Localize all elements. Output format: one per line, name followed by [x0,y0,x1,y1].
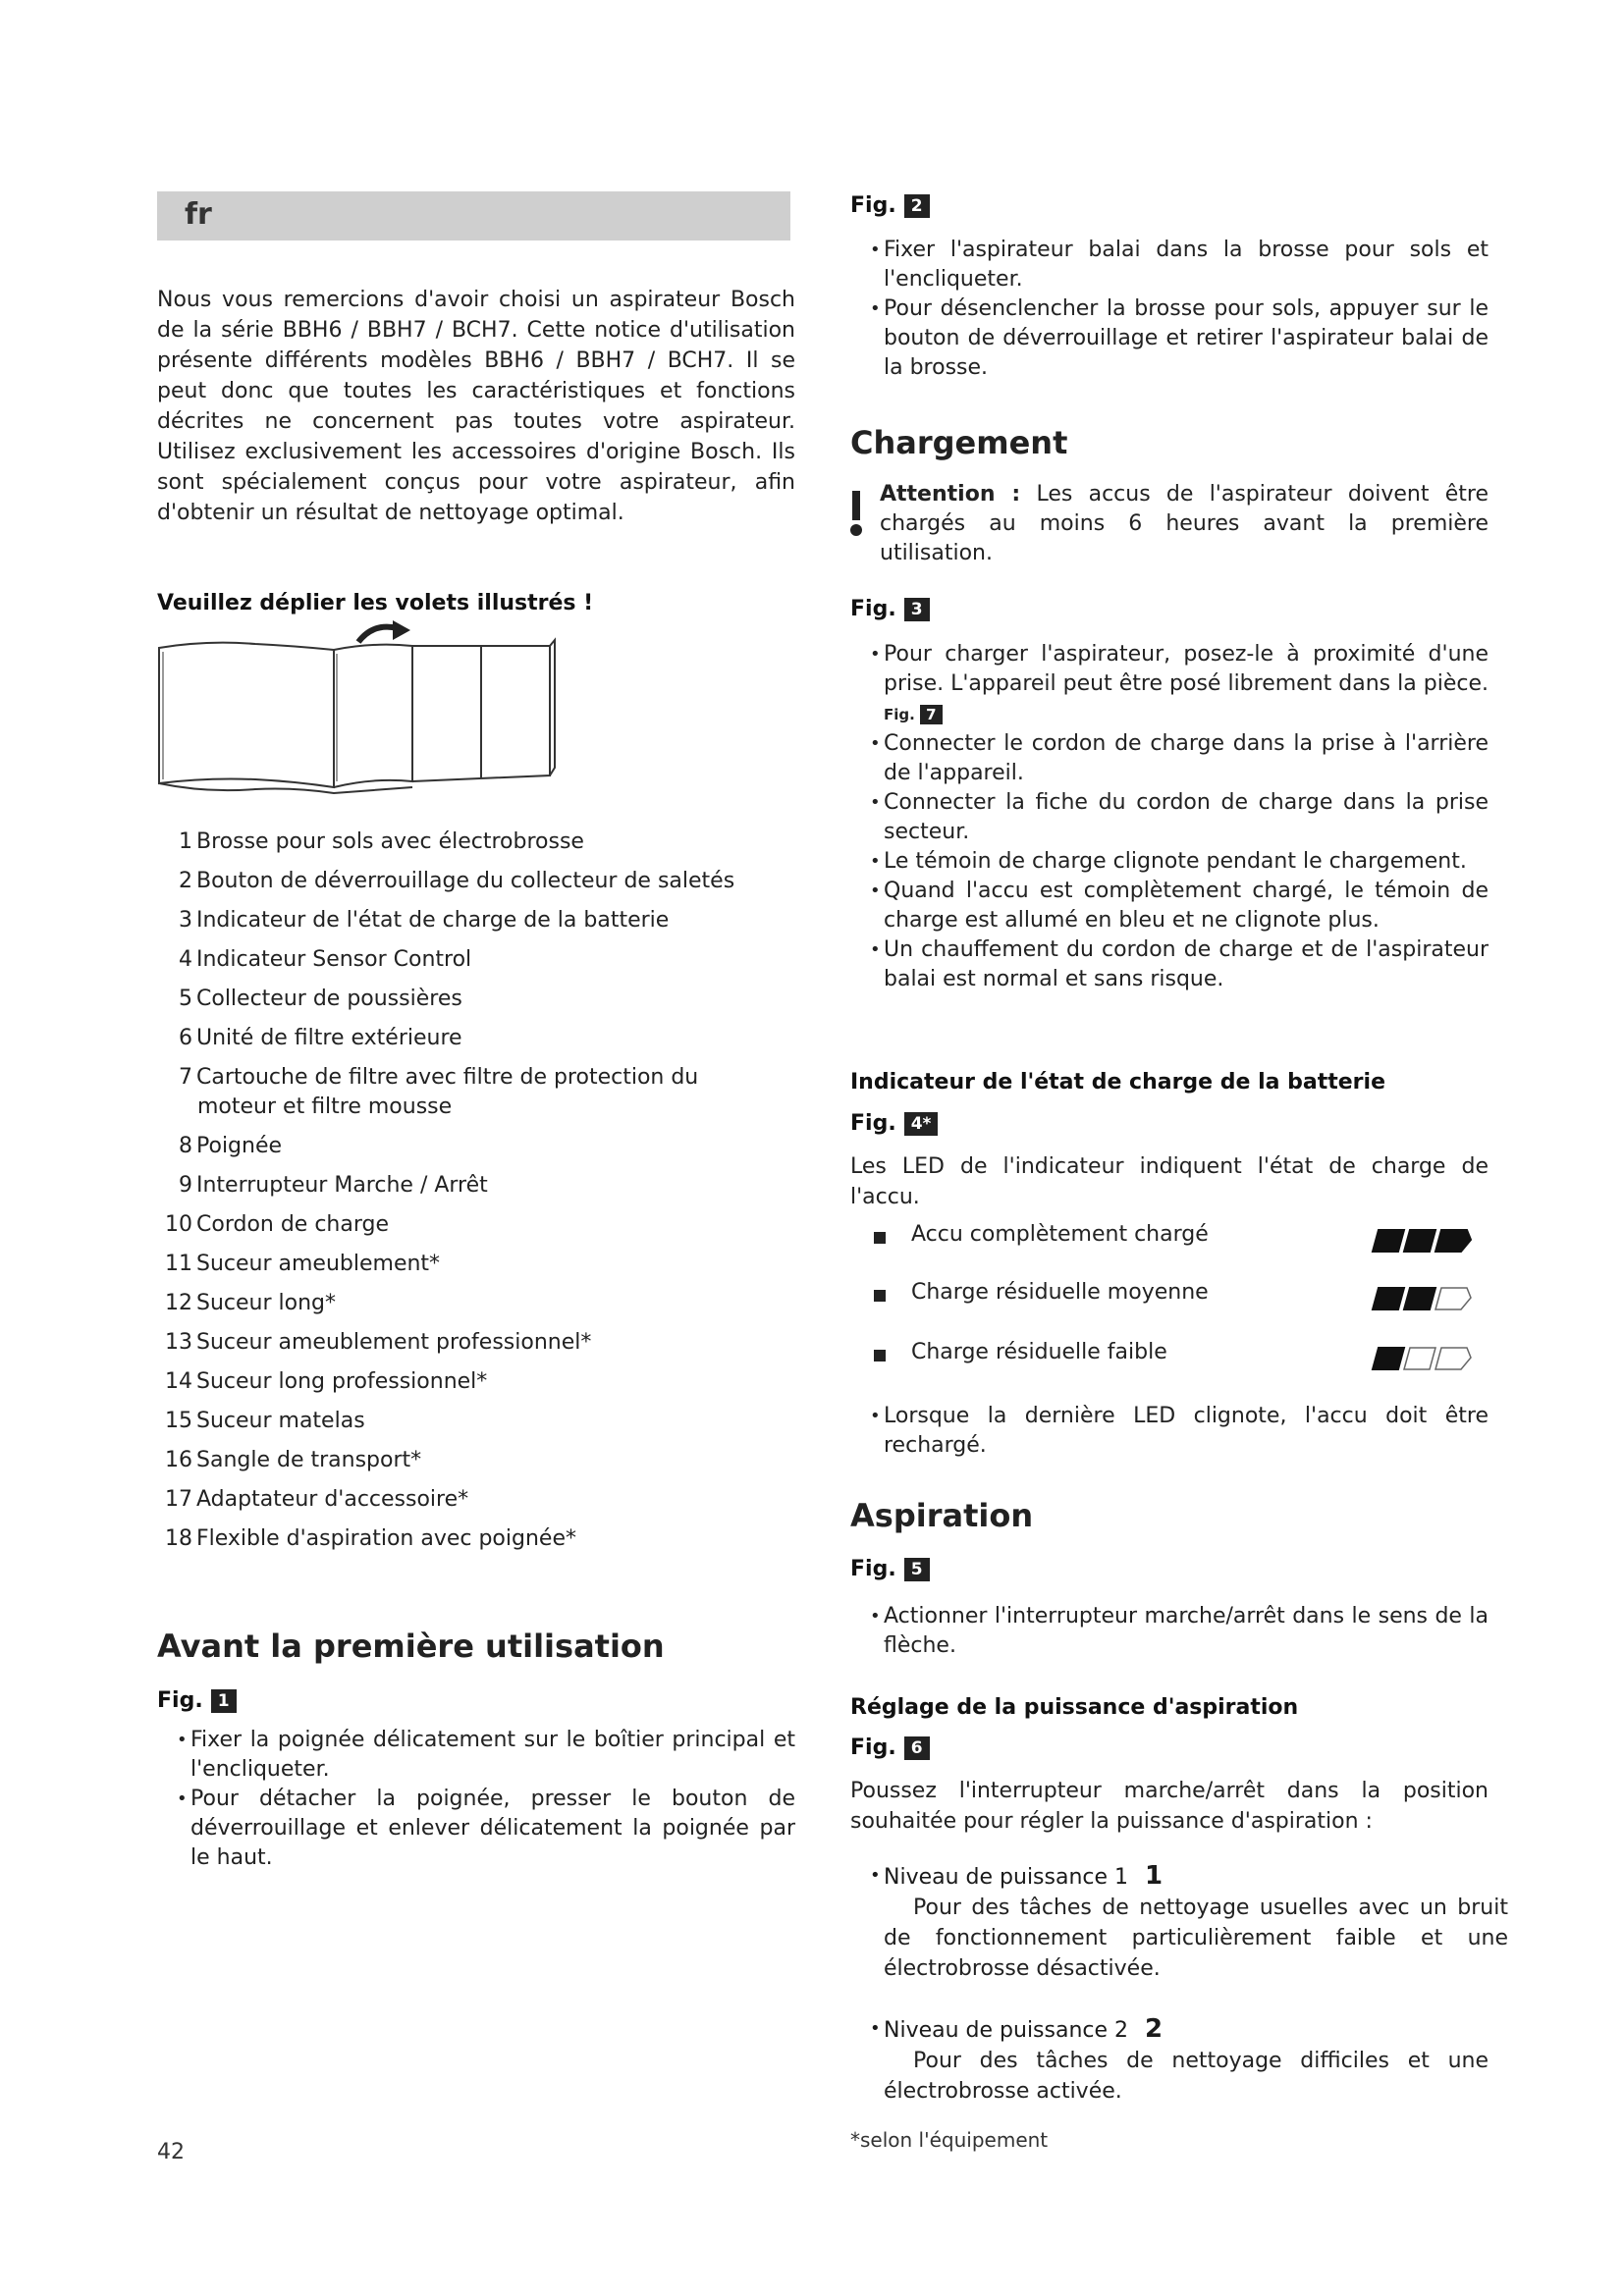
intro-paragraph: Nous vous remercions d'avoir choisi un aspirateur Bosch de la série BBH6 / BBH7 / BCH7. Cette notice d'utilisation présente différents modèles BBH6 / BBH7 / BCH7. Il se peut donc que toutes les caractéristiques et fonctions décrites ne concernent pas toutes votre aspirateur. Utilisez exclusivement les accessoires d'origine Bosch. Ils sont spécialement conçus pour votre aspirateur, afin d'obtenir un résultat de nettoyage optimal. [157,288,795,525]
list-item: 16 Sangle de transport* [165,1448,422,1472]
square-bullet-icon [874,1350,886,1362]
attention-label: Attention : [880,482,1021,507]
language-bar [157,191,790,240]
list-item: • Fixer la poignée délicatement sur le boîtier principal et l'encliqueter. [157,1726,795,1785]
list-item: • Fixer l'aspirateur balai dans la brosse pour sols et l'encliqueter. [850,236,1489,294]
section-title-chargement: Chargement [850,424,1068,461]
fig-6-label: Fig. 6 [850,1735,930,1760]
list-item: 14 Suceur long professionnel* [165,1369,488,1394]
list-item: 12 Suceur long* [165,1291,337,1315]
led-row-medium: Charge résiduelle moyenne [874,1280,1483,1319]
battery-leds-low-icon [1371,1344,1479,1373]
list-item: • Un chauffement du cordon de charge et de l'aspirateur balai est normal et sans risque. [850,935,1489,994]
fig-4-label: Fig. 4* [850,1111,938,1136]
avant-bullets [157,1726,795,1873]
list-item: • Le témoin de charge clignote pendant le chargement. [850,847,1489,877]
chargement-bullets [850,640,1489,994]
power-level-1: • Niveau de puissance 1 1 Pour des tâches de nettoyage usuelles avec un bruit de fonctionnement particulièrement faible et une électrobrosse désactivée. [870,1861,1508,1981]
list-item: 4 Indicateur Sensor Control [179,947,472,972]
reglage-text: Poussez l'interrupteur marche/arrêt dans la position souhaitée pour régler la puissance d'aspiration : [850,1779,1489,1834]
list-item: • Lorsque la dernière LED clignote, l'accu doit être rechargé. [850,1402,1489,1461]
list-item: • Pour désenclencher la brosse pour sols, appuyer sur le bouton de déverrouillage et retirer l'aspirateur balai de la brosse. [850,294,1489,383]
reglage-title: Réglage de la puissance d'aspiration [850,1695,1299,1720]
unfold-pages-illustration [157,620,560,797]
attention-icon [846,483,876,542]
list-item: • Actionner l'interrupteur marche/arrêt dans le sens de la flèche. [850,1602,1489,1661]
list-item: 1 Brosse pour sols avec électrobrosse [179,829,584,854]
list-item: 6 Unité de filtre extérieure [179,1026,462,1050]
language-code: fr [185,197,212,232]
fig2-bullets [850,236,1489,383]
list-item: 2 Bouton de déverrouillage du collecteur de saletés [179,869,735,893]
indicateur-text: Les LED de l'indicateur indiquent l'état de charge de l'accu. [850,1154,1489,1209]
unfold-title: Veuillez déplier les volets illustrés ! [157,591,594,615]
list-item: 11 Suceur ameublement* [165,1252,441,1276]
bullet-icon: • [870,2018,881,2039]
list-item: • Connecter le cordon de charge dans la prise à l'arrière de l'appareil. [850,729,1489,788]
list-item: 17 Adaptateur d'accessoire* [165,1487,469,1512]
parts-list [157,828,795,1564]
list-item: 13 Suceur ameublement professionnel* [165,1330,592,1355]
list-item: • Connecter la fiche du cordon de charge dans la prise secteur. [850,788,1489,847]
list-item: 3 Indicateur de l'état de charge de la batterie [179,908,670,933]
fig-7-label: Fig. 7 [884,706,943,723]
page-number: 42 [157,2140,185,2164]
led-row-low: Charge résiduelle faible [874,1340,1483,1379]
fig-1-label: Fig. 1 [157,1688,237,1713]
list-item: 8 Poignée [179,1134,283,1158]
list-item: 18 Flexible d'aspiration avec poignée* [165,1526,576,1551]
section-title-avant: Avant la première utilisation [157,1628,665,1665]
aspiration-bullets [850,1602,1489,1661]
list-item: 10 Cordon de charge [165,1212,390,1237]
list-item: 9 Interrupteur Marche / Arrêt [179,1173,488,1198]
fig-3-label: Fig. 3 [850,597,930,621]
attention-note [880,480,1489,568]
fig-2-label: Fig. 2 [850,193,930,218]
bullet-icon: • [870,1865,881,1886]
list-item: 5 Collecteur de poussières [179,987,462,1011]
list-item: 15 Suceur matelas [165,1409,365,1433]
list-item: 7 Cartouche de filtre avec filtre de protection du moteur et filtre mousse [179,1065,699,1119]
list-item: • Pour charger l'aspirateur, posez-le à proximité d'une prise. L'appareil peut être posé librement dans la pièce. Fig. 7 [850,640,1489,729]
power-level-2: • Niveau de puissance 2 2 Pour des tâches de nettoyage difficiles et une électrobrosse activée. [870,2014,1489,2104]
list-item: • Pour détacher la poignée, presser le bouton de déverrouillage et enlever délicatement la poignée par le haut. [157,1785,795,1873]
attention-text: Les accus de l'aspirateur doivent être chargés au moins 6 heures avant la première utilisation. [880,482,1489,565]
arrow-icon [393,620,410,640]
indicateur-title: Indicateur de l'état de charge de la batterie [850,1070,1385,1095]
indicateur-bullets [850,1402,1489,1461]
list-item: • Quand l'accu est complètement chargé, le témoin de charge est allumé en bleu et ne clignote plus. [850,877,1489,935]
footnote: *selon l'équipement [850,2128,1049,2152]
led-row-full: Accu complètement chargé [874,1222,1483,1261]
fig-5-label: Fig. 5 [850,1557,930,1581]
section-title-aspiration: Aspiration [850,1497,1034,1534]
square-bullet-icon [874,1290,886,1302]
battery-leds-medium-icon [1371,1284,1479,1313]
square-bullet-icon [874,1232,886,1244]
battery-leds-full-icon [1371,1226,1479,1255]
